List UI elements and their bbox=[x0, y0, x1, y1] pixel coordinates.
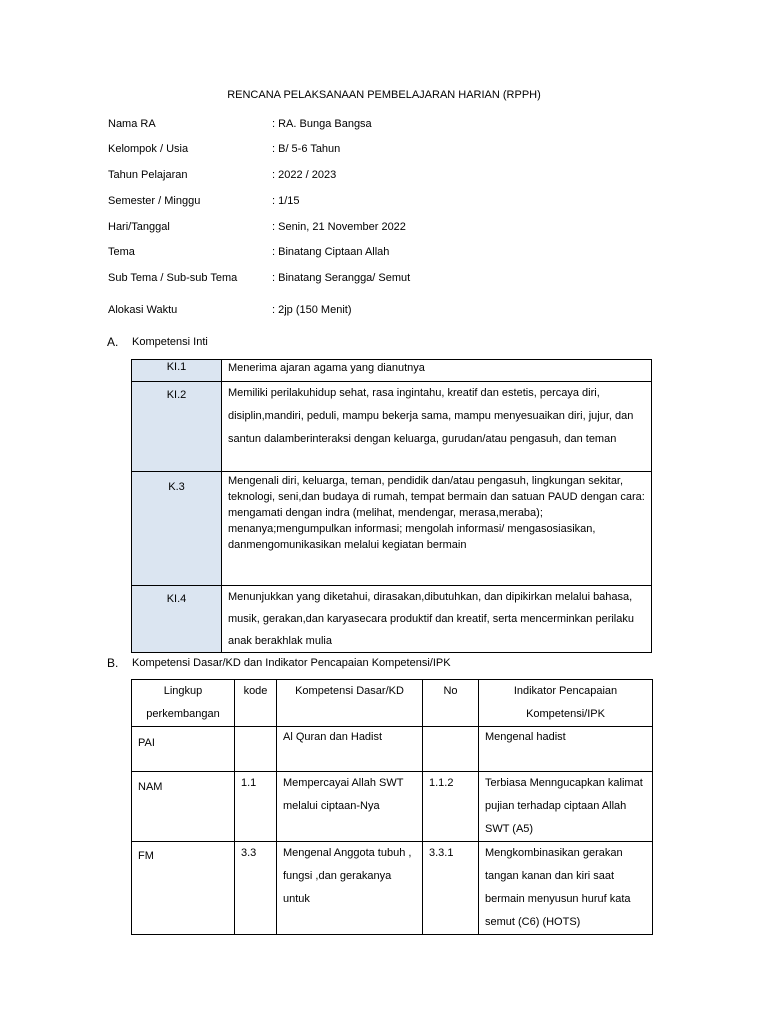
cell-lingkup: NAM bbox=[132, 772, 235, 842]
ki-text-cell bbox=[222, 382, 652, 472]
cell-kd: Mempercayai Allah SWT melalui ciptaan-Nya bbox=[277, 772, 423, 842]
info-label-subtema: Sub Tema / Sub-sub Tema bbox=[108, 272, 238, 284]
cell-ipk: Terbiasa Menngucapkan kalimat pujian terhadap ciptaan Allah SWT (A5) bbox=[479, 772, 653, 842]
header-kd: Kompetensi Dasar/KD bbox=[277, 680, 423, 727]
table-row bbox=[132, 772, 653, 842]
section-b-title: Kompetensi Dasar/KD dan Indikator Pencapaian Kompetensi/IPK bbox=[132, 657, 451, 669]
cell-ipk: Mengkombinasikan gerakan tangan kanan dan kiri saat bermain menyusun huruf kata semut (C6) (HOTS) bbox=[479, 842, 653, 935]
ki-row bbox=[132, 360, 652, 382]
cell-lingkup: PAI bbox=[132, 727, 235, 772]
ki-text: Menerima ajaran agama yang dianutnya bbox=[228, 362, 425, 374]
cell-kd: Al Quran dan Hadist bbox=[277, 727, 423, 772]
kd-table bbox=[131, 679, 653, 935]
section-b-letter: B. bbox=[107, 656, 119, 670]
info-label-alokasi: Alokasi Waktu bbox=[108, 304, 178, 316]
cell-kode: 3.3 bbox=[235, 842, 277, 935]
header-lingkup: Lingkup perkembangan bbox=[132, 680, 235, 727]
kd-header-row bbox=[132, 680, 653, 727]
table-row bbox=[132, 842, 653, 935]
cell-kd: Mengenal Anggota tubuh , fungsi ,dan gerakanya untuk bbox=[277, 842, 423, 935]
ki-text-cell bbox=[222, 472, 652, 586]
cell-no: 3.3.1 bbox=[423, 842, 479, 935]
header-no: No bbox=[423, 680, 479, 727]
section-a-title: Kompetensi Inti bbox=[132, 336, 208, 348]
ki-text: Memiliki perilakuhidup sehat, rasa ingintahu, kreatif dan estetis, percaya diri, disiplin,mandiri, peduli, mampu bekerja sama, mampu menyesuaikan diri, jujur, dan santun dalamberinteraksi dengan keluarga, gurudan/atau pengasuh, dan teman bbox=[228, 387, 634, 445]
header-kode: kode bbox=[235, 680, 277, 727]
document-title: RENCANA PELAKSANAAN PEMBELAJARAN HARIAN (RPPH) bbox=[227, 89, 541, 101]
info-label-tahun: Tahun Pelajaran bbox=[108, 169, 188, 181]
ki-code-cell bbox=[132, 586, 222, 653]
ki-code: KI.4 bbox=[166, 593, 187, 605]
ki-code: KI.2 bbox=[166, 389, 187, 401]
cell-ipk: Mengenal hadist bbox=[479, 727, 653, 772]
ki-text: Menunjukkan yang diketahui, dirasakan,dibutuhkan, dan dipikirkan melalui bahasa, musik, gerakan,dan karyasecara produktif dan kreatif, serta mencerminkan perilaku anak berakhlak mulia bbox=[228, 591, 634, 647]
ki-code-cell bbox=[132, 382, 222, 472]
section-a-letter: A. bbox=[107, 335, 119, 349]
info-value-tema: : Binatang Ciptaan Allah bbox=[272, 246, 390, 258]
info-value-nama-ra: : RA. Bunga Bangsa bbox=[272, 118, 372, 130]
info-label-nama-ra: Nama RA bbox=[108, 118, 156, 130]
cell-no bbox=[423, 727, 479, 772]
cell-kode: 1.1 bbox=[235, 772, 277, 842]
ki-text-cell bbox=[222, 586, 652, 653]
cell-lingkup: FM bbox=[132, 842, 235, 935]
ki-row bbox=[132, 586, 652, 653]
info-label-kelompok: Kelompok / Usia bbox=[108, 143, 189, 155]
ki-code-cell bbox=[132, 360, 222, 382]
cell-kode bbox=[235, 727, 277, 772]
info-value-subtema: : Binatang Serangga/ Semut bbox=[272, 272, 411, 284]
ki-code-cell bbox=[132, 472, 222, 586]
ki-row bbox=[132, 472, 652, 586]
info-value-alokasi: : 2jp (150 Menit) bbox=[272, 304, 352, 316]
ki-text-cell bbox=[222, 360, 652, 382]
info-value-hari: : Senin, 21 November 2022 bbox=[272, 221, 406, 233]
info-label-hari: Hari/Tanggal bbox=[108, 221, 170, 233]
ki-code: KI.1 bbox=[166, 361, 187, 373]
ki-code: K.3 bbox=[168, 481, 185, 493]
info-value-semester: : 1/15 bbox=[272, 195, 300, 207]
info-label-semester: Semester / Minggu bbox=[108, 195, 201, 207]
info-value-kelompok: : B/ 5-6 Tahun bbox=[272, 143, 341, 155]
header-ipk: Indikator Pencapaian Kompetensi/IPK bbox=[479, 680, 653, 727]
table-row bbox=[132, 727, 653, 772]
info-value-tahun: : 2022 / 2023 bbox=[272, 169, 337, 181]
ki-table bbox=[131, 359, 652, 653]
ki-text: Mengenali diri, keluarga, teman, pendidik dan/atau pengasuh, lingkungan sekitar, teknologi, seni,dan budaya di rumah, tempat bermain dan satuan PAUD dengan cara: mengamati dengan indra (melihat, mendengar, merasa,meraba); menanya;mengumpulkan informasi; mengolah informasi/ mengasosiasikan, danmengomunikasikan melalui kegiatan bermain bbox=[228, 475, 645, 551]
cell-no: 1.1.2 bbox=[423, 772, 479, 842]
ki-row bbox=[132, 382, 652, 472]
info-label-tema: Tema bbox=[108, 246, 135, 258]
